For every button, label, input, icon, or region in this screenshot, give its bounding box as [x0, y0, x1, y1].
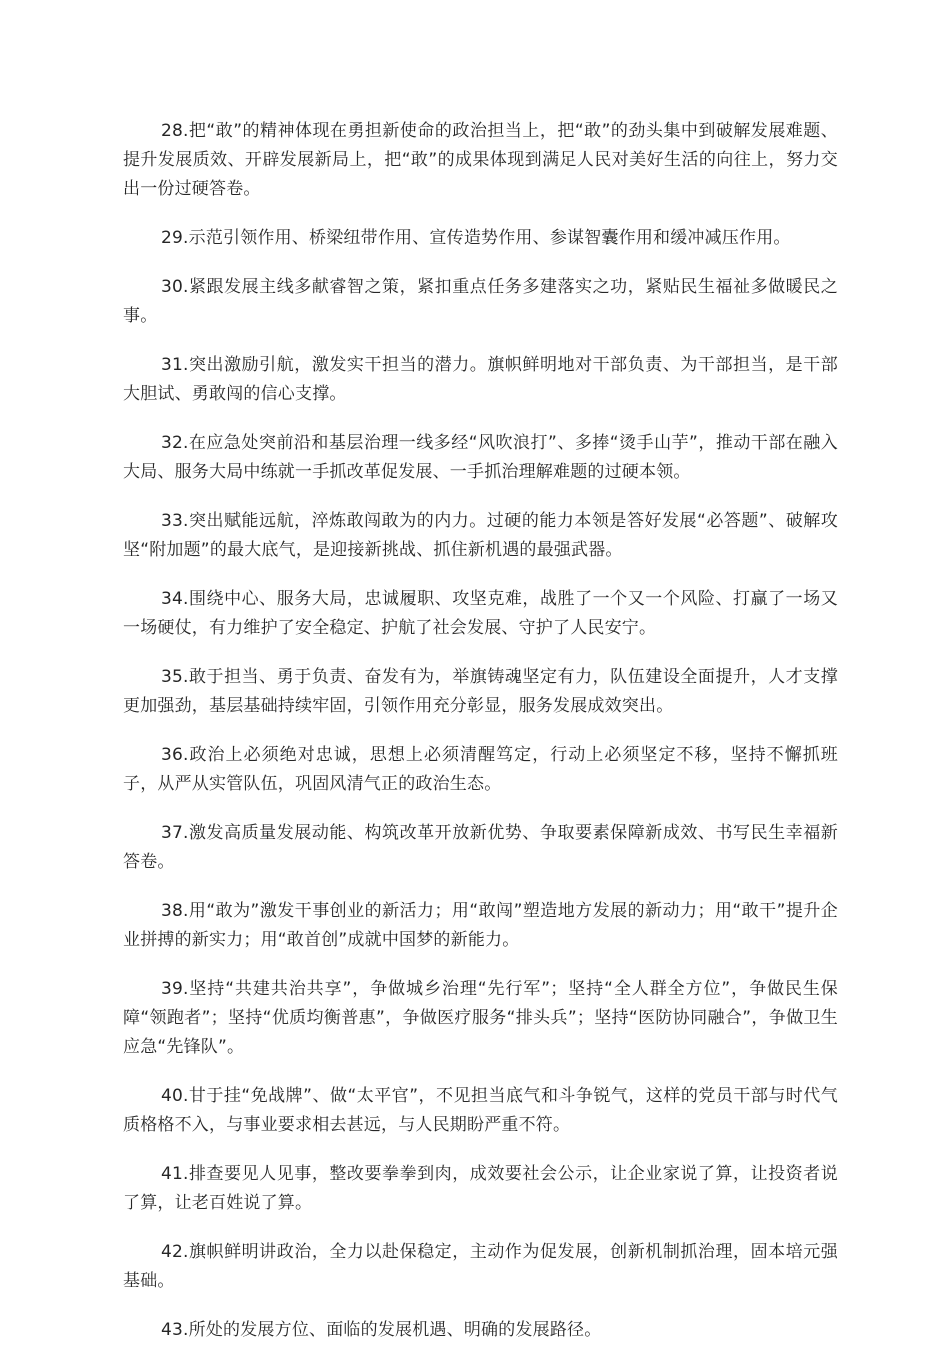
document-body [123, 117, 838, 1365]
paragraph-40: 40.甘于挂“免战牌”、做“太平官”，不见担当底气和斗争锐气，这样的党员干部与时代气质格格不入，与事业要求相去甚远，与人民期盼严重不符。 [123, 1086, 838, 1135]
paragraph-35: 35.敢于担当、勇于负责、奋发有为，举旗铸魂坚定有力，队伍建设全面提升，人才支撑更加强劲，基层基础持续牢固，引领作用充分彰显，服务发展成效突出。 [123, 667, 838, 716]
paragraph-38: 38.用“敢为”激发干事创业的新活力；用“敢闯”塑造地方发展的新动力；用“敢干”提升企业拼搏的新实力；用“敢首创”成就中国梦的新能力。 [123, 901, 838, 950]
paragraph-32: 32.在应急处突前沿和基层治理一线多经“风吹浪打”、多捧“烫手山芋”，推动干部在融入大局、服务大局中练就一手抓改革促发展、一手抓治理解难题的过硬本领。 [123, 433, 838, 482]
paragraph-41: 41.排查要见人见事，整改要拳拳到肉，成效要社会公示，让企业家说了算，让投资者说了算，让老百姓说了算。 [123, 1164, 838, 1213]
paragraph-30: 30.紧跟发展主线多献睿智之策，紧扣重点任务多建落实之功，紧贴民生福祉多做暖民之事。 [123, 277, 838, 326]
paragraph-28: 28.把“敢”的精神体现在勇担新使命的政治担当上，把“敢”的劲头集中到破解发展难题、提升发展质效、开辟发展新局上，把“敢”的成果体现到满足人民对美好生活的向往上，努力交出一份过硬答卷。 [123, 121, 838, 199]
paragraph-43: 43.所处的发展方位、面临的发展机遇、明确的发展路径。 [161, 1320, 602, 1340]
paragraph-31: 31.突出激励引航，激发实干担当的潜力。旗帜鲜明地对干部负责、为干部担当，是干部大胆试、勇敢闯的信心支撑。 [123, 355, 838, 404]
paragraph-33: 33.突出赋能远航，淬炼敢闯敢为的内力。过硬的能力本领是答好发展“必答题”、破解攻坚“附加题”的最大底气，是迎接新挑战、抓住新机遇的最强武器。 [123, 511, 838, 560]
paragraph-36: 36.政治上必须绝对忠诚，思想上必须清醒笃定，行动上必须坚定不移，坚持不懈抓班子，从严从实管队伍，巩固风清气正的政治生态。 [123, 745, 838, 794]
paragraph-37: 37.激发高质量发展动能、构筑改革开放新优势、争取要素保障新成效、书写民生幸福新答卷。 [123, 823, 838, 872]
paragraph-42: 42.旗帜鲜明讲政治，全力以赴保稳定，主动作为促发展，创新机制抓治理，固本培元强基础。 [123, 1242, 838, 1291]
paragraph-34: 34.围绕中心、服务大局，忠诚履职、攻坚克难，战胜了一个又一个风险、打赢了一场又一场硬仗，有力维护了安全稳定、护航了社会发展、守护了人民安宁。 [123, 589, 838, 638]
paragraph-39: 39.坚持“共建共治共享”，争做城乡治理“先行军”；坚持“全人群全方位”，争做民生保障“领跑者”；坚持“优质均衡普惠”，争做医疗服务“排头兵”；坚持“医防协同融合”，争做卫生应急“先锋队”。 [123, 979, 838, 1057]
paragraph-29: 29.示范引领作用、桥梁纽带作用、宣传造势作用、参谋智囊作用和缓冲减压作用。 [161, 228, 791, 248]
